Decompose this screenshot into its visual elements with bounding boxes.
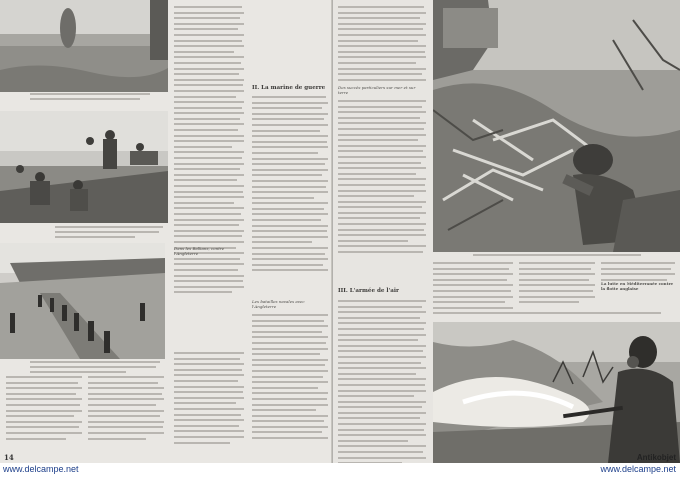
caption-1 [30,93,160,103]
left-bottom-column-a [6,376,82,443]
footer-right-url[interactable]: www.delcampe.net [600,464,676,474]
left-page [0,0,333,463]
left-text-column-3 [252,314,328,443]
brand-watermark-top: Antikobjet [636,453,676,462]
subhead-balkans: Dans les Balkans, contre l'Angleterre [174,246,225,256]
page-number: 14 [4,453,14,462]
photo-soldiers-boat [0,111,168,223]
subhead-batailles: Les batailles navales avec l'Angleterre [252,299,305,309]
right-text-column-3 [338,300,426,468]
photo-beach-landing [0,0,168,92]
caption-flamethrower [443,312,663,317]
left-bottom-column-b [88,376,164,443]
section-heading-air: III. L'armée de l'air [338,288,399,294]
right-page [333,0,680,463]
right-text-column-4 [433,262,513,318]
left-bottom-column-c [174,352,244,447]
subhead-mediterranee: La lutte en Méditerranée contre la flotte anglaise [601,281,674,291]
footer-left-url[interactable]: www.delcampe.net [3,464,79,474]
photo-soldier-brush [433,0,680,252]
caption-soldier-brush [473,254,643,259]
watermark-footer [0,463,680,477]
photo-troop-column [0,243,165,359]
caption-3 [30,361,165,377]
right-text-column-5 [519,262,595,307]
right-text-column-1 [338,6,426,84]
right-text-column-2 [338,100,426,257]
subhead-mer: Des succès particuliers sur mer et sur terre [338,85,416,95]
left-text-column-2 [252,96,328,275]
section-heading-marine: II. La marine de guerre [252,85,326,91]
caption-2 [55,226,167,242]
photo-flamethrower [433,322,680,463]
